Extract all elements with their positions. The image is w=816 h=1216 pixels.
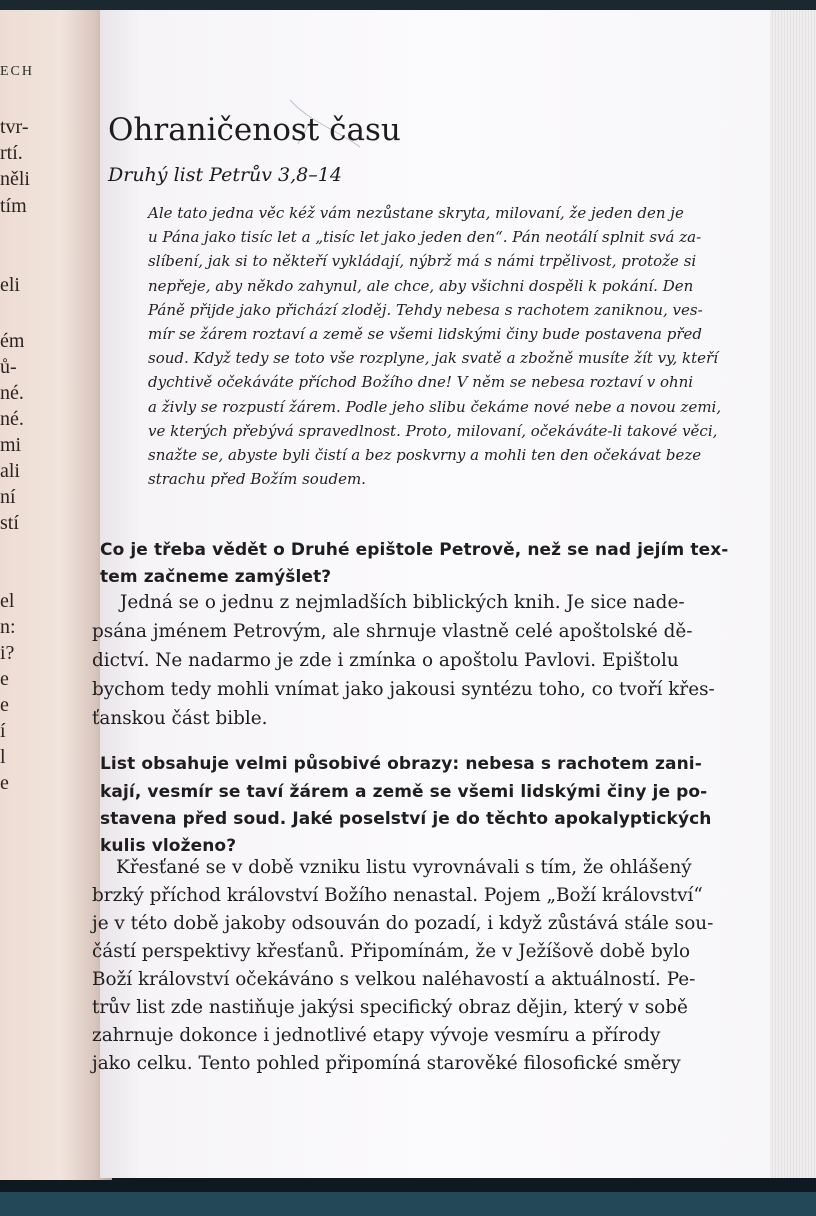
quote-line: snažte se, abyste byli čistí a bez poskvrny a mohli ten den očekávat beze [148,446,702,464]
left-page-fragment: mi [0,434,22,456]
left-page-fragment: e [0,772,9,794]
quote-line: soud. Když tedy se toto vše rozplyne, jak svatě a zbožně musíte žít vy, kteří [148,349,719,368]
left-page-fragment: l [0,746,6,768]
left-page-fragment: ní [0,486,16,508]
question-line: stavena před soud. Jaké poselství je do těchto apokalyptických [100,809,712,829]
quote-line: slíbení, jak si to někteří vykládají, nýbrž má s námi trpělivost, protože si [148,252,697,271]
quote-line: Páně přijde jako přichází zloděj. Tehdy nebesa s rachotem zaniknou, ves- [148,300,703,319]
question-line: Co je třeba vědět o Druhé epištole Petrově, než se nad jejím tex- [100,540,729,560]
question-line: kulis vloženo? [100,836,237,856]
quote-line: a živly se rozpustí žárem. Podle jeho slibu čekáme nové nebe a novou zemi, [148,397,722,416]
left-page-fragment: ů- [0,356,17,378]
section-title: Ohraničenost času [108,112,401,148]
quote-line: strachu před Božím soudem. [148,470,366,489]
table-edge [0,1192,816,1216]
paragraph-line: brzký příchod království Božího nenastal. Pojem „Boží království“ [92,885,703,906]
page-stack-edge [770,0,816,1178]
quote-line: nepřeje, aby někdo zahynul, ale chce, aby všichni dospěli k pokání. Den [148,276,694,295]
paragraph-line: trův list zde nastiňuje jakýsi specifický obraz dějin, který v sobě [92,997,688,1018]
left-page-fragment: e [0,668,9,690]
left-page-fragment: né. [0,382,24,404]
left-page-fragment: ali [0,460,20,482]
left-page-fragment: el [0,590,15,612]
top-shadow [0,0,816,10]
question-line: tem začneme zamýšlet? [100,567,332,587]
paragraph-line: bychom tedy mohli vnímat jako jakousi syntézu toho, co tvoří křes- [92,679,715,700]
left-running-head: ECH [0,64,34,79]
quote-line: ve kterých přebývá spravedlnost. Proto, milovaní, očekáváte-li takové věci, [148,421,718,440]
paragraph-line: ťanskou část bible. [92,708,268,729]
quote-line: Ale tato jedna věc kéž vám nezůstane skryta, milovaní, že jeden den je [148,204,684,222]
left-page-fragment: ém [0,330,25,352]
paragraph-line: Křesťané se v době vzniku listu vyrovnávali s tím, že ohlášený [116,857,692,878]
left-page-fragment: í [0,720,6,742]
question-line: List obsahuje velmi působivé obrazy: nebesa s rachotem zani- [100,754,702,774]
question-line: kají, vesmír se taví žárem a země se všemi lidskými činy je po- [100,782,708,802]
left-page-fragment: tvr- [0,116,29,138]
paragraph-line: jako celku. Tento pohled připomíná starověké filosofické směry [92,1053,681,1074]
left-page-fragment: něli [0,168,30,190]
left-page-fragment: tím [0,195,27,217]
paragraph-line: Boží království očekáváno s velkou naléhavostí a aktuálností. Pe- [92,969,696,990]
paragraph-line: částí perspektivy křesťanů. Připomínám, že v Ježíšově době bylo [92,941,691,962]
left-page-fragment: i? [0,642,15,664]
paragraph-line: psána jménem Petrovým, ale shrnuje vlastně celé apoštolské dě- [92,621,693,642]
bible-reference: Druhý list Petrův 3,8–14 [108,164,342,186]
paragraph-line: zahrnuje dokonce i jednotlivé etapy vývoje vesmíru a přírody [92,1025,661,1046]
paragraph-line: je v této době jakoby odsouván do pozadí, i když zůstává stále sou- [92,913,714,934]
left-page-fragment: e [0,694,9,716]
left-page-fragment: né. [0,408,24,430]
quote-line: u Pána jako tisíc let a „tisíc let jako jeden den“. Pán neotálí splnit svá za- [148,228,702,247]
quote-line: mír se žárem roztaví a země se všemi lidskými činy bude postavena před [148,325,702,343]
left-page-fragment: rtí. [0,142,23,164]
left-page-fragment: eli [0,274,20,296]
left-page-fragment: stí [0,512,19,534]
left-page-fragment: n: [0,616,16,638]
quote-line: dychtivě očekáváte příchod Božího dne! V něm se nebesa roztaví v ohni [148,373,694,392]
paragraph-line: Jedná se o jednu z nejmladších biblických knih. Je sice nade- [120,592,685,613]
paragraph-line: dictví. Ne nadarmo je zde i zmínka o apoštolu Pavlovi. Epištolu [92,650,679,671]
